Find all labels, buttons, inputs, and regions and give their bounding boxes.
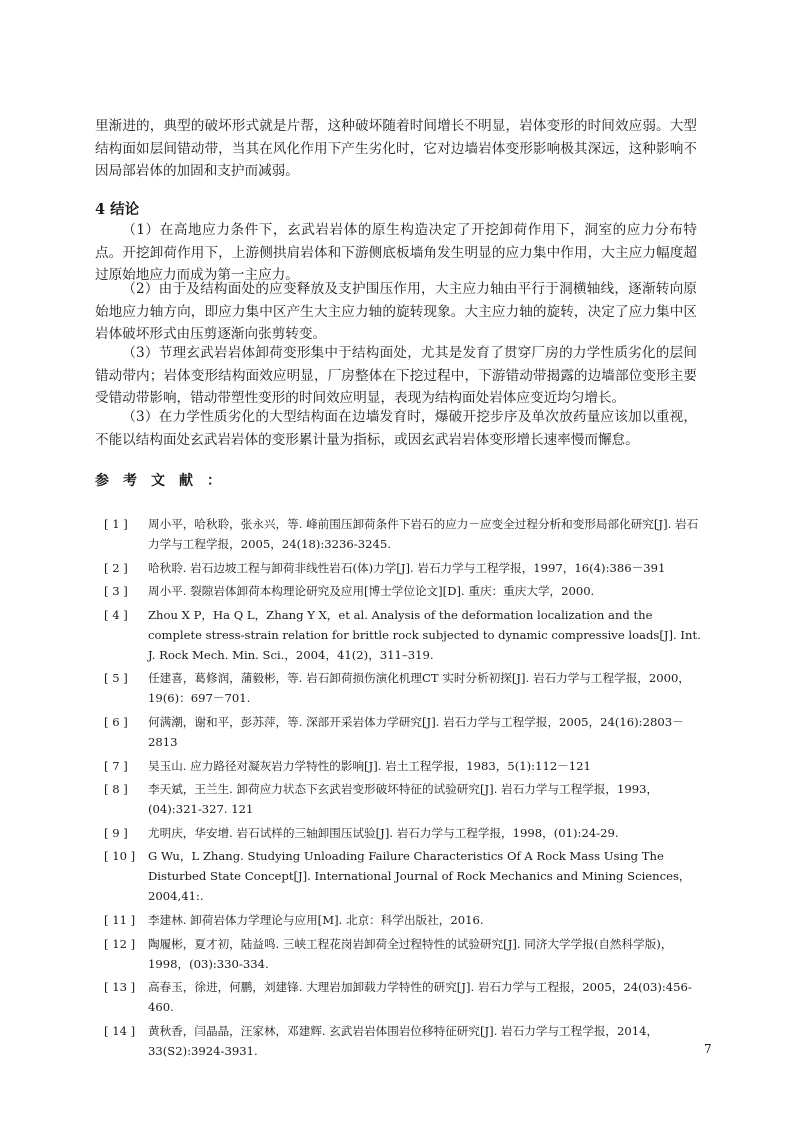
body-paragraph-continued: 里渐进的，典型的破坏形式就是片帮，这种破坏随着时间增长不明显，岩体变形的时间效应弱。大型结构面如层间错动带，当其在风化作用下产生劣化时，它对边墙岩体变形影响极其深远，这种影响不因局部岩体的加固和支护而减弱。 [95,118,697,179]
reference-number: [ 10 ] [104,849,136,864]
reference-text: 李天斌，王兰生. 卸荷应力状态下玄武岩变形破坏特征的试验研究[J]. 岩石力学与工程学报，1993，(04):321-327. 121 [148,782,659,817]
reference-item [104,514,704,554]
references-title: 参考文献： [95,473,235,489]
reference-number: [ 9 ] [104,825,128,840]
page-number: 7 [704,1042,712,1056]
reference-item [104,1021,704,1061]
reference-item [104,668,704,708]
reference-number: [ 7 ] [104,758,128,773]
reference-number: [ 11 ] [104,912,136,927]
reference-text: 尤明庆，华安增. 岩石试样的三轴卸围压试验[J]. 岩石力学与工程学报，1998，(01):24-29. [148,825,619,840]
reference-item [104,934,704,974]
reference-text: 任建喜，葛修润，蒲毅彬，等. 岩石卸荷损伤演化机理CT 实时分析初探[J]. 岩石力学与工程学报，2000，19(6)：697－701. [148,671,690,706]
reference-number: [ 6 ] [104,714,128,729]
reference-text: Zhou X P，Ha Q L，Zhang Y X，et al. Analysis of the deformation localization and the complete stress-strain relation for brittle rock subjected to dynamic compressive loads[J]. Int. J. Rock Mech. Min. Sci.，2004，41(2)，311–319. [148,607,701,662]
reference-item [104,846,704,906]
conclusion-paragraph-2: （2）由于及结构面处的应变释放及支护围压作用，大主应力轴由平行于洞横轴线，逐渐转向原始地应力轴方向，即应力集中区产生大主应力轴的旋转现象。大主应力轴的旋转，决定了应力集中区岩体破坏形式由压剪逐渐向张剪转变。 [95,281,697,342]
conclusion-paragraph-1: （1）在高地应力条件下，玄武岩岩体的原生构造决定了开挖卸荷作用下，洞室的应力分布特点。开挖卸荷作用下，上游侧拱肩岩体和下游侧底板墙角发生明显的应力集中作用，大主应力幅度超过原始地应力而成为第一主应力。 [95,222,697,283]
reference-item [104,581,704,601]
reference-number: [ 8 ] [104,782,128,797]
reference-item [104,712,704,752]
reference-text: 黄秋香，闫晶晶，汪家林，邓建辉. 玄武岩岩体围岩位移特征研究[J]. 岩石力学与工程学报，2014，33(S2):3924-3931. [148,1023,659,1058]
reference-item [104,558,704,578]
reference-text: 吴玉山. 应力路径对凝灰岩力学特性的影响[J]. 岩土工程学报，1983，5(1):112－121 [148,758,591,773]
section-heading-conclusions: 4 结论 [95,201,140,218]
reference-text: 陶履彬，夏才初，陆益鸣. 三峡工程花岗岩卸荷全过程特性的试验研究[J]. 同济大学学报(自然科学版)，1998，(03):330-334. [148,936,673,971]
reference-text: 李建林. 卸荷岩体力学理论与应用[M]. 北京：科学出版社，2016. [148,912,484,927]
reference-item [104,756,704,776]
reference-number: [ 5 ] [104,671,128,686]
reference-item [104,823,704,843]
reference-text: 周小平. 裂隙岩体卸荷本构理论研究及应用[博士学位论文][D]. 重庆：重庆大学，2000. [148,584,595,599]
reference-text: 高春玉，徐进，何鹏，刘建锋. 大理岩加卸载力学特性的研究[J]. 岩石力学与工程报，2005，24(03):456-460. [148,980,692,1015]
reference-item [104,779,704,819]
reference-item [104,910,704,930]
reference-item [104,605,704,665]
conclusion-paragraph-4: （3）在力学性质劣化的大型结构面在边墙发育时，爆破开挖步序及单次放药量应该加以重视，不能以结构面处玄武岩岩体的变形累计量为指标，或因玄武岩岩体变形增长速率慢而懈怠。 [95,409,697,448]
reference-number: [ 2 ] [104,560,128,575]
reference-text: 何满潮，谢和平，彭苏萍，等. 深部开采岩体力学研究[J]. 岩石力学与工程学报，2005，24(16):2803－2813 [148,714,684,749]
reference-number: [ 1 ] [104,517,128,531]
reference-number: [ 13 ] [104,980,136,995]
reference-text: 哈秋聆. 岩石边坡工程与卸荷非线性岩石(体)力学[J]. 岩石力学与工程学报，1997，16(4):386－391 [148,560,666,575]
reference-number: [ 4 ] [104,607,128,622]
reference-number: [ 12 ] [104,936,136,951]
reference-text: G Wu，L Zhang. Studying Unloading Failure Characteristics Of A Rock Mass Using The Disturbed State Concept[J]. International Journal of Rock Mechanics and Mining Sciences，2004,41:. [148,849,691,904]
reference-item [104,977,704,1017]
reference-number: [ 14 ] [104,1023,136,1038]
conclusion-paragraph-3: （3）节理玄武岩岩体卸荷变形集中于结构面处，尤其是发育了贯穿厂房的力学性质劣化的层间错动带内；岩体变形结构面效应明显，厂房整体在下挖过程中，下游错动带揭露的边墙部位变形主要受错动带影响，错动带塑性变形的时间效应明显，表现为结构面处岩体应变近均匀增长。 [95,345,697,406]
reference-list [104,514,704,1064]
reference-text: 周小平，哈秋聆，张永兴，等. 峰前围压卸荷条件下岩石的应力－应变全过程分析和变形局部化研究[J]. 岩石力学与工程学报，2005，24(18):3236-3245. [148,517,699,551]
reference-number: [ 3 ] [104,584,128,599]
